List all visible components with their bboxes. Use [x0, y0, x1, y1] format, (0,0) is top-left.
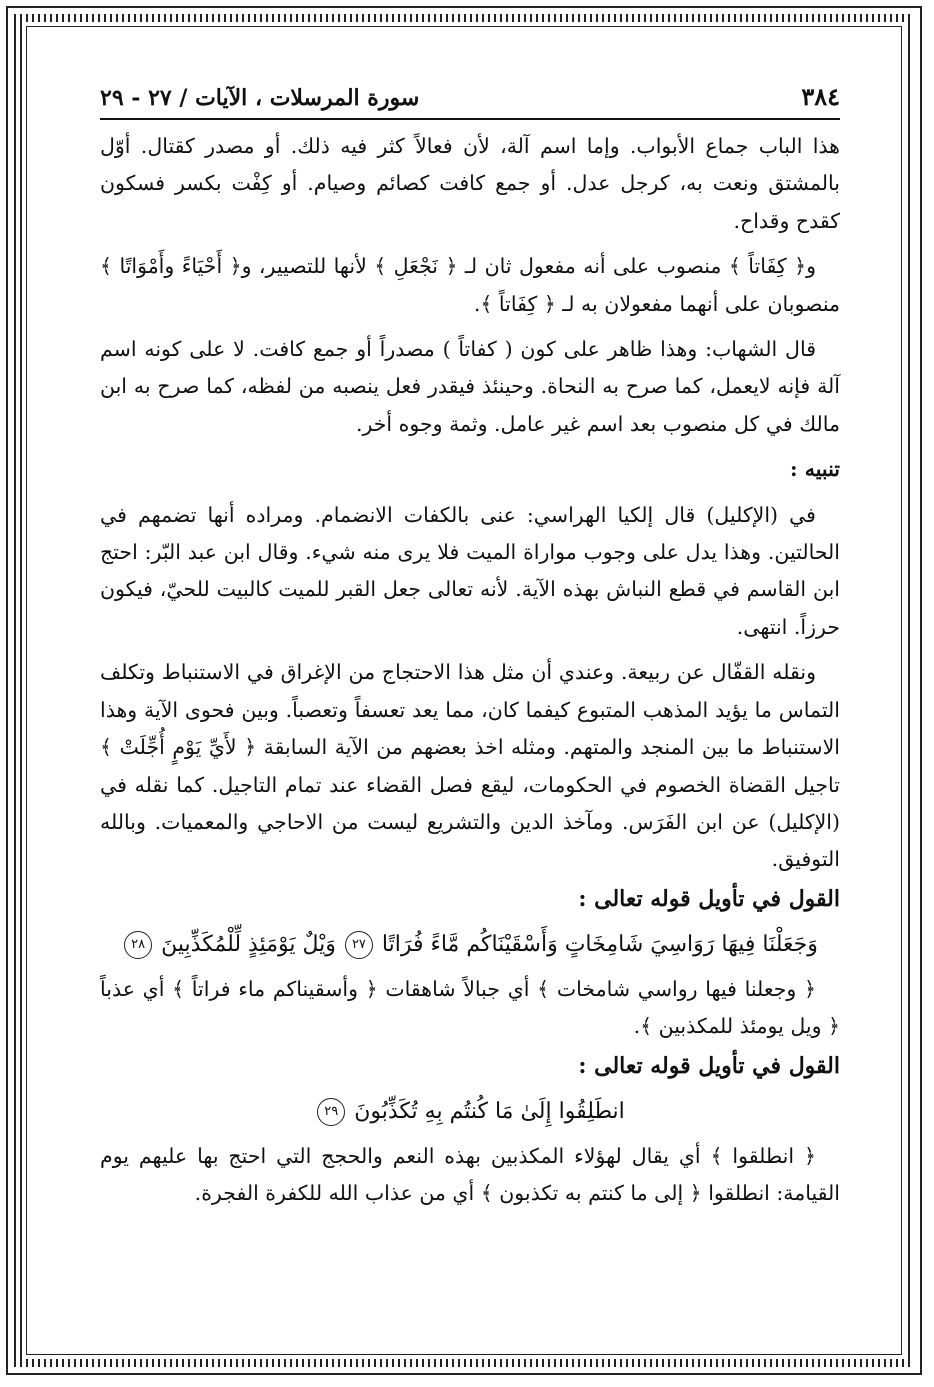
paragraph-7: ﴿ انطلقوا ﴾ أي يقال لهؤلاء المكذبين بهذه النعم والحجج التي احتج بها عليهم يوم القيامة: انطلقوا ﴿ إلى ما كنتم به تكذبون ﴾ أي من عذاب الله للكفرة الفجرة. [100, 1143, 840, 1205]
ayah-number-marker: ٢٨ [124, 931, 152, 959]
section-heading-2: القول في تأويل قوله تعالى : [578, 1052, 840, 1079]
verse-text: انطَلِقُوا إِلَىٰ مَا كُنتُم بِهِ تُكَذِّبُونَ [354, 1098, 625, 1124]
paragraph-4: في (الإكليل) قال إلكيا الهراسي: عنى بالكفات الانضمام. ومراده أنها تضمهم في الحالتين. وهذا يدل على وجوب مواراة الميت فلا يرى منه شيء. وقال ابن عبد البّر: احتج ابن القاسم في قطع النباش بهذه الآية. لأنه تعالى جعل القبر للميت كالبيت للحيّ، فيكون حرزاً. انتهى. [100, 502, 840, 639]
paragraph-1: هذا الباب جماع الأبواب. وإما اسم آلة، لأن فعالاً كثر فيه ذلك. أو مصدر كقتال. أوّل بالمشتق ونعت به، كرجل عدل. أو جمع كافت كصائم وصيام. أو كِفْت بكسر فسكون كقدح وقداح. [100, 134, 840, 233]
ayah-number-marker: ٢٧ [345, 931, 373, 959]
paragraph-3: قال الشهاب: وهذا ظاهر على كون ( كفاتاً ) مصدراً أو جمع كافت. لا على كونه اسم آلة فإنه لايعمل، كما صرح به النحاة. وحينئذ فيقدر فعل ينصبه من لفظه، كما صرح به ابن مالك في كل منصوب بعد اسم غير عامل. وثمة وجوه أخر. [100, 337, 840, 436]
running-header [100, 82, 840, 120]
section-heading-1: القول في تأويل قوله تعالى : [578, 885, 840, 912]
verse-text: وَيْلٌ يَوْمَئِذٍ لِّلْمُكَذِّبِينَ [161, 931, 336, 957]
paragraph-2: و﴿ كِفَاتاً ﴾ منصوب على أنه مفعول ثان لـ ﴿ نَجْعَلِ ﴾ لأنها للتصيير، و﴿ أَحْيَاءً وأَمْوَاتًا ﴾ منصوبان على أنهما مفعولان به لـ ﴿ كِفَاتاً ﴾. [100, 254, 840, 316]
page-number: ٣٨٤ [801, 82, 840, 111]
header-title: سورة المرسلات ، الآيات / ٢٧ - ٢٩ [100, 85, 420, 111]
paragraph-5: ونقله القفّال عن ربيعة. وعندي أن مثل هذا الاحتجاج من الإغراق في الاستنباط وتكلف التماس ما يؤيد المذهب المتبوع كيفما كان، مما يعد تعسفاً وتعصباً. وبين فحوى الآية وهذا الاستنباط ما بين المنجد والمتهم. ومثله اخذ بعضهم من الآية السابقة ﴿ لأَيِّ يَوْمٍ أُجِّلَتْ ﴾ تاجيل القضاة الخصوم في الحكومات، ليقع فصل القضاء عند تمام التاجيل. كما نقله في (الإكليل) عن ابن الفَرَس. ومآخذ الدين والتشريع ليست من الاحاجي والمعميات. وبالله التوفيق. [100, 660, 840, 872]
verse-text: وَجَعَلْنَا فِيهَا رَوَاسِيَ شَامِخَاتٍ وَأَسْقَيْنَاكُم مَّاءً فُرَاتًا [381, 931, 818, 957]
page-content [100, 82, 840, 1322]
quran-verse-2 [100, 1086, 840, 1138]
paragraph-6: ﴿ وجعلنا فيها رواسي شامخات ﴾ أي جبالاً شاهقات ﴿ وأسقيناكم ماء فراتاً ﴾ أي عذباً ﴿ ويل يومئذ للمكذبين ﴾. [100, 976, 840, 1039]
ayah-number-marker: ٢٩ [317, 1098, 345, 1126]
quran-verse-1 [100, 919, 840, 971]
tanbih-heading: تنبيه : [790, 457, 840, 482]
